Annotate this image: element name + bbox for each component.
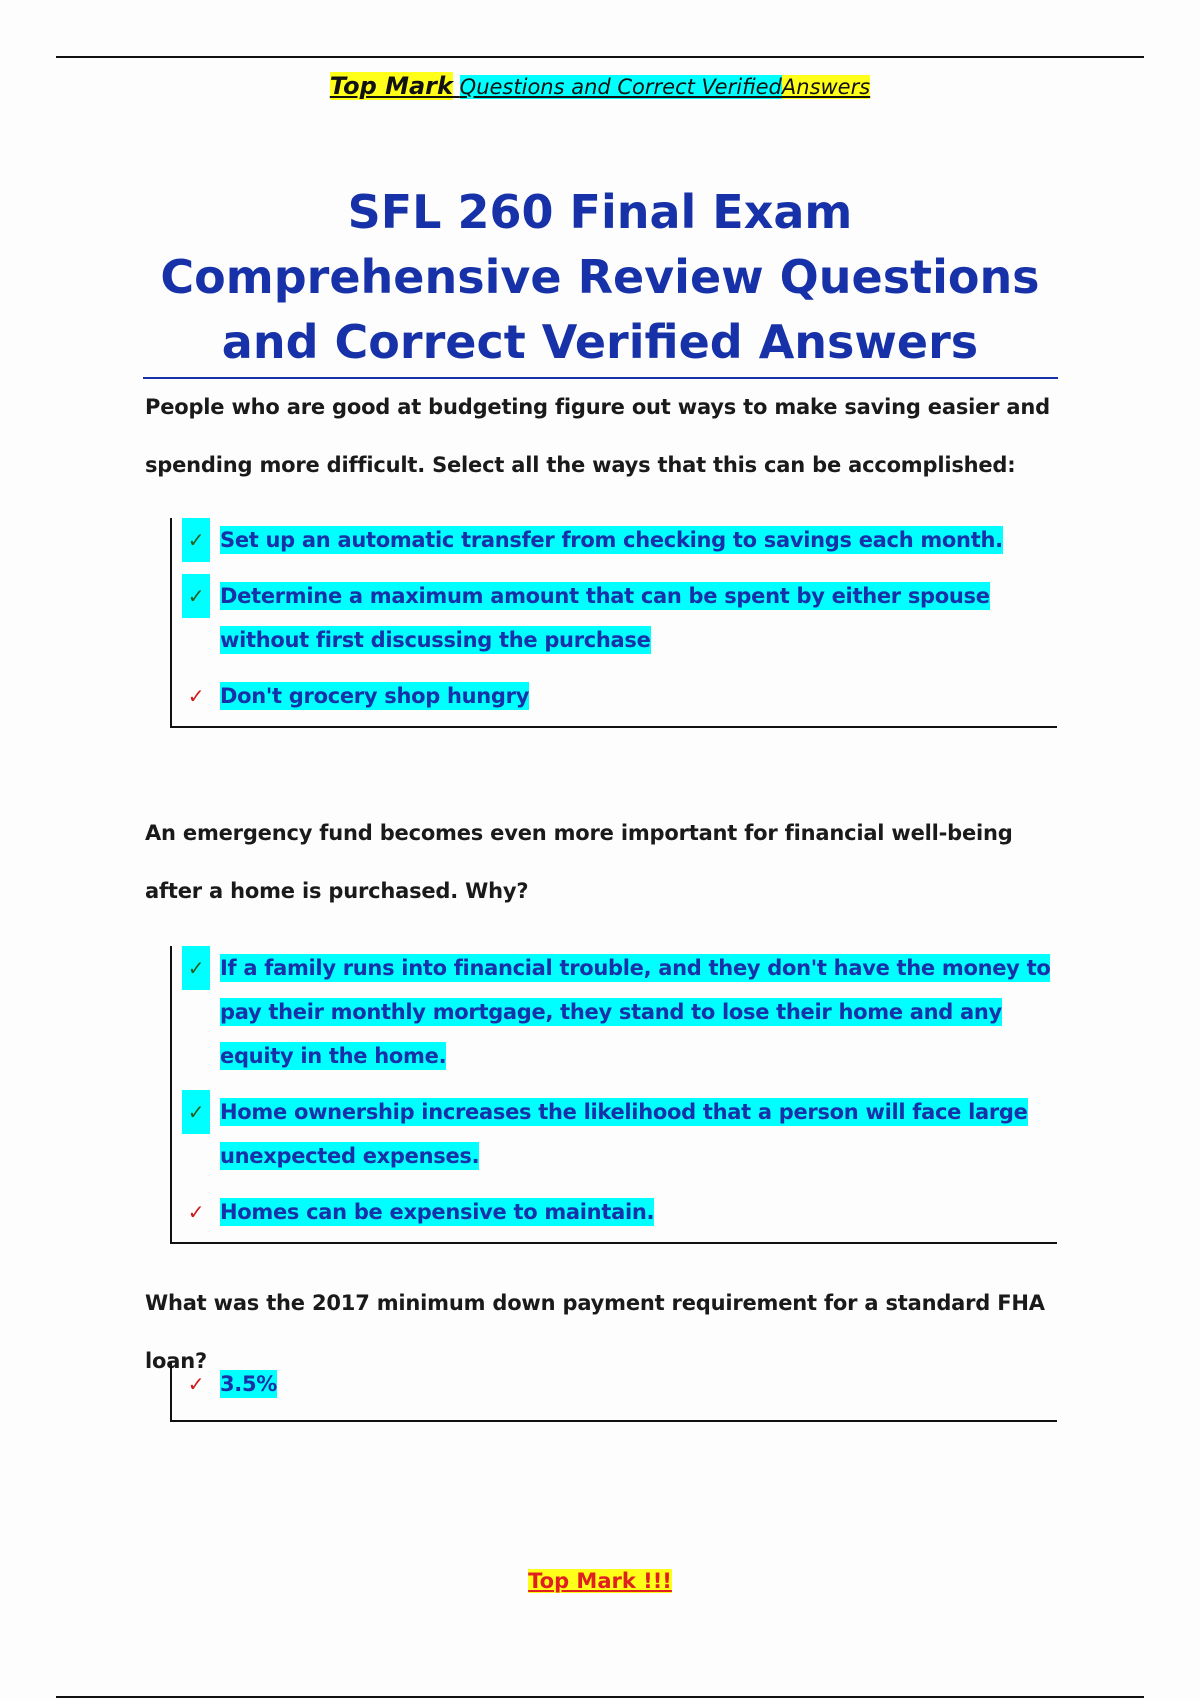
header-top-mark: Top Mark	[329, 72, 453, 100]
checkmark-icon: ✓	[187, 1372, 205, 1396]
header-answers: Answers	[781, 75, 871, 99]
answer-item	[182, 674, 1057, 718]
question-3: What was the 2017 minimum down payment requirement for a standard FHA loan?	[145, 1291, 1045, 1373]
checkmark-icon: ✓	[182, 574, 210, 618]
answer-text: Determine a maximum amount that can be spent by either spouse without first discussing the purchase	[220, 584, 990, 652]
question-1: People who are good at budgeting figure out ways to make saving easier and spending more difficult. Select all the ways that this can be accomplished:	[145, 395, 1050, 477]
checkmark-icon: ✓	[182, 1090, 210, 1134]
checkmark-icon: ✓	[182, 946, 210, 990]
answer-text: 3.5%	[220, 1372, 278, 1396]
answer-list-1	[170, 518, 1057, 728]
checkmark-icon: ✓	[187, 1200, 205, 1224]
answer-item	[182, 1090, 1057, 1178]
answer-text: Don't grocery shop hungry	[220, 684, 530, 708]
answer-text: If a family runs into financial trouble, and they don't have the money to pay their monthly mortgage, they stand to lose their home and any equity in the home.	[220, 956, 1051, 1068]
answer-list-2	[170, 946, 1057, 1244]
footer-note	[0, 1566, 1200, 1596]
page-header	[0, 71, 1200, 102]
answer-item	[182, 518, 1057, 562]
answer-item	[182, 1190, 1057, 1234]
document-title: SFL 260 Final Exam Comprehensive Review Questions and Correct Verified Answers	[160, 185, 1040, 369]
checkmark-icon: ✓	[187, 684, 205, 708]
answer-text: Homes can be expensive to maintain.	[220, 1200, 655, 1224]
question-2: An emergency fund becomes even more important for financial well-being after a home is purchased. Why?	[145, 821, 1013, 903]
bottom-rule	[56, 1696, 1144, 1698]
answer-item	[182, 574, 1057, 662]
answer-text: Set up an automatic transfer from checking to savings each month.	[220, 528, 1003, 552]
answer-text: Home ownership increases the likelihood that a person will face large unexpected expenses.	[220, 1100, 1028, 1168]
top-rule	[56, 56, 1144, 58]
answer-list-3	[170, 1362, 1057, 1422]
answer-item	[182, 1362, 1057, 1406]
answer-item	[182, 946, 1057, 1078]
header-questions: Questions and Correct Verified	[459, 75, 782, 99]
footer-top-mark: Top Mark !!!	[528, 1569, 672, 1593]
checkmark-icon: ✓	[182, 518, 210, 562]
